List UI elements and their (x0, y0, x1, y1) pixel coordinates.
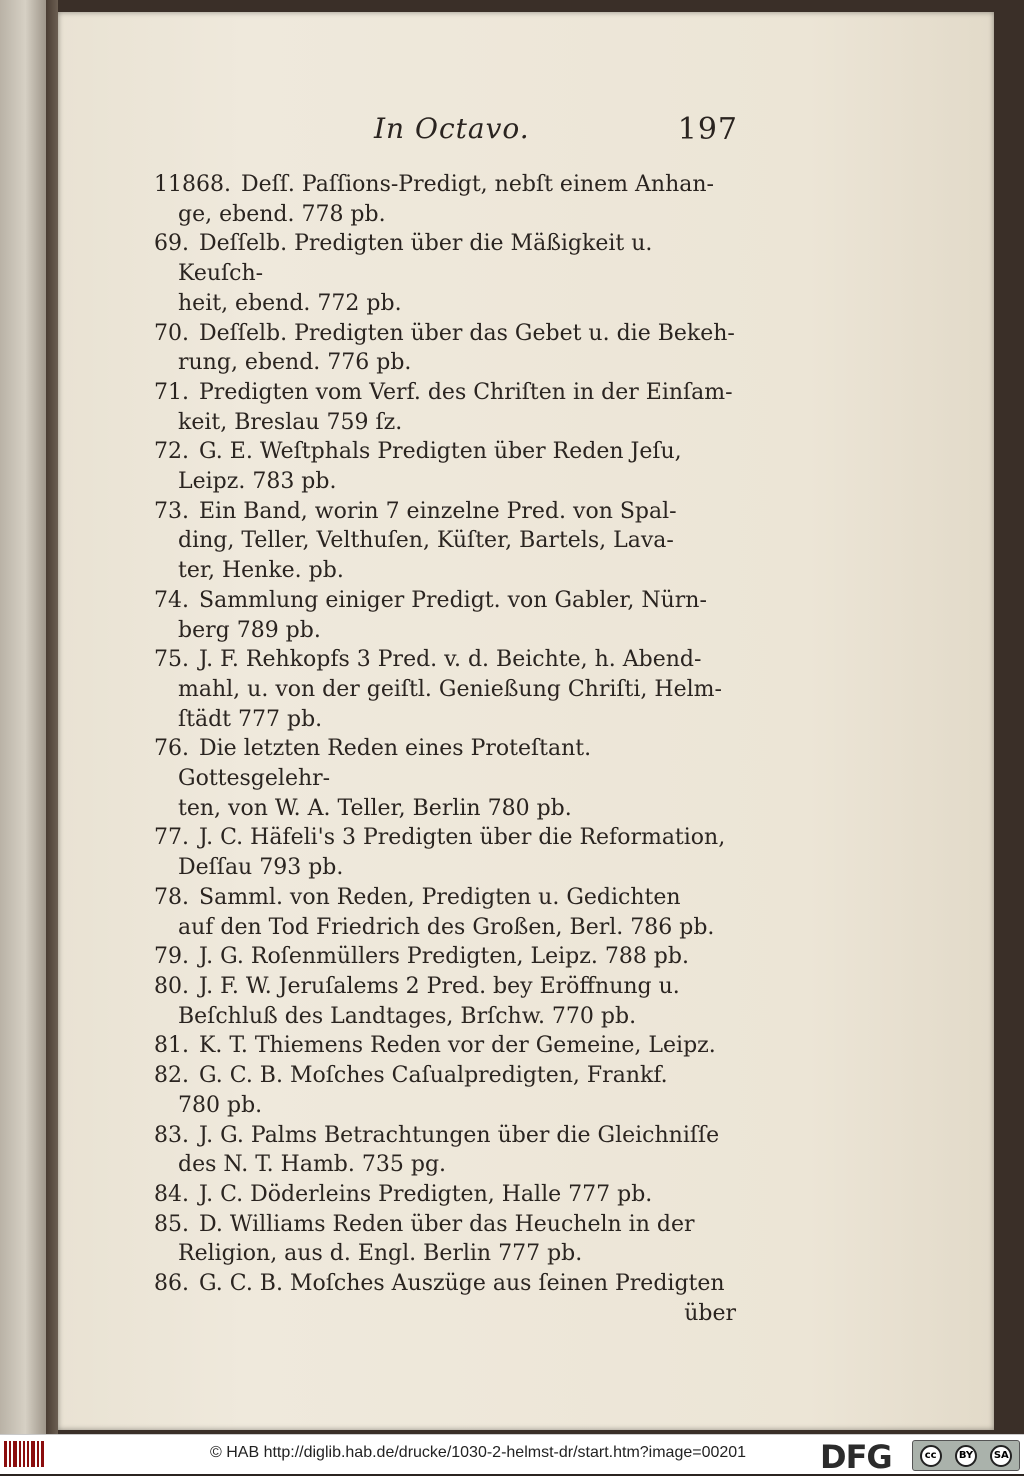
entry-text: G. E. Weſtphals Predigten über Reden Jeſu, (199, 439, 682, 465)
entry-number: 86. (154, 1271, 189, 1297)
entry-number: 77. (154, 825, 189, 851)
entry-line (154, 378, 744, 408)
catalogue-entry (154, 942, 744, 972)
entry-line (178, 853, 744, 883)
entry-line (154, 1210, 744, 1240)
entry-line (154, 319, 744, 349)
entry-text: Beſchluß des Landtages, Brſchw. 770 pb. (178, 1003, 637, 1029)
catalogue-entry (154, 170, 744, 229)
cc-license-badge[interactable] (912, 1440, 1020, 1471)
entry-number: 83. (154, 1122, 189, 1148)
previous-page-edge (0, 0, 46, 1434)
catalogue-entry (154, 645, 744, 734)
entry-line (154, 823, 744, 853)
entry-number: 81. (154, 1033, 189, 1059)
entry-number: 80. (154, 973, 189, 999)
catalogue-entry (154, 734, 744, 823)
entry-text: auf den Tod Friedrich des Großen, Berl. 786 pb. (178, 914, 715, 940)
entry-text: Leipz. 783 pb. (178, 469, 337, 495)
entry-number: 79. (154, 944, 189, 970)
catalogue-entry (154, 319, 744, 378)
book-gutter (46, 0, 58, 1434)
entry-line (178, 467, 744, 497)
entry-number: 75. (154, 647, 189, 673)
entry-number: 72. (154, 439, 189, 465)
catalogue-entry (154, 1061, 744, 1120)
entry-text: ge, ebend. 778 pb. (178, 201, 386, 227)
page-number: 197 (677, 112, 738, 147)
attribution-link[interactable]: © HAB http://diglib.hab.de/drucke/1030-2-helmst-dr/start.htm?image=00201 (210, 1444, 747, 1461)
entry-text: Religion, aus d. Engl. Berlin 777 pb. (178, 1241, 583, 1267)
entry-text: J. C. Häfeli's 3 Predigten über die Reformation, (199, 825, 726, 851)
catalogue-entry (154, 437, 744, 496)
entry-text: ter, Henke. pb. (178, 558, 344, 584)
entry-text: J. F. Rehkopfs 3 Pred. v. d. Beichte, h. Abend- (199, 647, 702, 673)
entry-text: ſtädt 777 pb. (178, 706, 323, 732)
catalogue-entry (154, 1210, 744, 1269)
catalogue-entry (154, 1269, 744, 1299)
entry-text: D. Williams Reden über das Heucheln in der (199, 1211, 695, 1237)
catalogue-entry (154, 229, 744, 318)
entry-text: Deſſelb. Predigten über die Mäßigkeit u. Keuſch- (178, 231, 653, 287)
entry-line (178, 913, 744, 943)
entry-line (178, 1150, 744, 1180)
entry-text: Die letzten Reden eines Proteſtant. Gottesgelehr- (178, 736, 592, 792)
entry-text: des N. T. Hamb. 735 pg. (178, 1152, 447, 1178)
entry-line (154, 1031, 744, 1061)
dfg-logo: DFG (820, 1438, 892, 1476)
entry-number: 70. (154, 320, 189, 346)
cc-icon: cc (920, 1445, 942, 1467)
entry-text: mahl, u. von der geiſtl. Genießung Chriſti, Helm- (178, 676, 722, 702)
entry-text: J. F. W. Jeruſalems 2 Pred. bey Eröffnung u. (199, 973, 680, 999)
entry-line (154, 437, 744, 467)
entry-number: 69. (154, 231, 189, 257)
catalogue-entry (154, 972, 744, 1031)
entry-line (154, 883, 744, 913)
entry-line (178, 794, 744, 824)
entry-text: Deſſ. Paſſions-Predigt, nebſt einem Anhan- (240, 172, 714, 197)
entry-line (154, 1061, 744, 1091)
entry-line (154, 170, 744, 200)
entry-line (154, 972, 744, 1002)
catalogue-entry (154, 378, 744, 437)
entry-number: 11868. (154, 172, 231, 197)
catalogue-entry (154, 823, 744, 882)
catalogue-entry (154, 1031, 744, 1061)
entry-text: Predigten vom Verf. des Chriſten in der Einſam- (199, 379, 733, 405)
entry-text: Deſſelb. Predigten über das Gebet u. die Bekeh- (199, 320, 735, 346)
running-head (154, 112, 744, 160)
catchword: über (684, 1300, 736, 1326)
entry-text: Deſſau 793 pb. (178, 855, 344, 881)
entry-text: 780 pb. (178, 1092, 263, 1118)
sa-icon: SA (990, 1445, 1012, 1467)
entry-line (178, 556, 744, 586)
entry-line (178, 408, 744, 438)
entry-line (154, 586, 744, 616)
entry-number: 85. (154, 1211, 189, 1237)
entry-text: J. G. Roſenmüllers Predigten, Leipz. 788 pb. (199, 944, 689, 970)
entry-line (154, 942, 744, 972)
entry-text: heit, ebend. 772 pb. (178, 290, 402, 316)
entry-text: Samml. von Reden, Predigten u. Gedichten (199, 884, 681, 910)
catalogue-entry (154, 586, 744, 645)
entry-text: ten, von W. A. Teller, Berlin 780 pb. (178, 795, 572, 821)
entry-number: 76. (154, 736, 189, 762)
viewer-footer (0, 1434, 1024, 1474)
by-icon: BY (955, 1445, 977, 1467)
entry-line (178, 705, 744, 735)
page-text (154, 112, 744, 1329)
entry-text: G. C. B. Moſches Caſualpredigten, Frankf. (199, 1063, 668, 1089)
entry-text: Sammlung einiger Predigt. von Gabler, Nürn- (199, 587, 707, 613)
entry-line (178, 616, 744, 646)
catalogue-entry (154, 1180, 744, 1210)
entry-line (154, 497, 744, 527)
entry-number: 74. (154, 587, 189, 613)
entry-text: G. C. B. Moſches Auszüge aus ſeinen Predigten (199, 1271, 725, 1297)
entry-number: 73. (154, 498, 189, 524)
entry-number: 82. (154, 1063, 189, 1089)
catalogue-entries (154, 170, 744, 1299)
entry-line (178, 675, 744, 705)
entry-text: J. G. Palms Betrachtungen über die Gleichniſſe (199, 1122, 720, 1148)
entry-text: keit, Breslau 759 ſz. (178, 409, 403, 435)
entry-text: J. C. Döderleins Predigten, Halle 777 pb. (199, 1181, 653, 1207)
entry-line (154, 229, 744, 288)
entry-line (178, 200, 744, 230)
entry-line (154, 1180, 744, 1210)
hab-barcode-icon (4, 1441, 44, 1467)
entry-text: Ein Band, worin 7 einzelne Pred. von Spal- (199, 498, 677, 524)
entry-text: berg 789 pb. (178, 617, 321, 643)
entry-line (154, 1269, 744, 1299)
catalogue-entry (154, 497, 744, 586)
book-page (58, 12, 994, 1430)
entry-line (178, 289, 744, 319)
entry-line (178, 526, 744, 556)
entry-number: 78. (154, 884, 189, 910)
catalogue-entry (154, 1121, 744, 1180)
running-head-title: In Octavo. (374, 112, 530, 145)
entry-text: ding, Teller, Velthuſen, Küſter, Bartels, Lava- (178, 528, 674, 554)
entry-line (178, 1239, 744, 1269)
entry-text: K. T. Thiemens Reden vor der Gemeine, Leipz. (199, 1033, 716, 1059)
entry-line (178, 348, 744, 378)
entry-number: 84. (154, 1181, 189, 1207)
catalogue-entry (154, 883, 744, 942)
entry-line (154, 1121, 744, 1151)
entry-line (154, 645, 744, 675)
entry-number: 71. (154, 379, 189, 405)
entry-line (154, 734, 744, 793)
entry-line (178, 1091, 744, 1121)
entry-text: rung, ebend. 776 pb. (178, 350, 412, 376)
entry-line (178, 1002, 744, 1032)
